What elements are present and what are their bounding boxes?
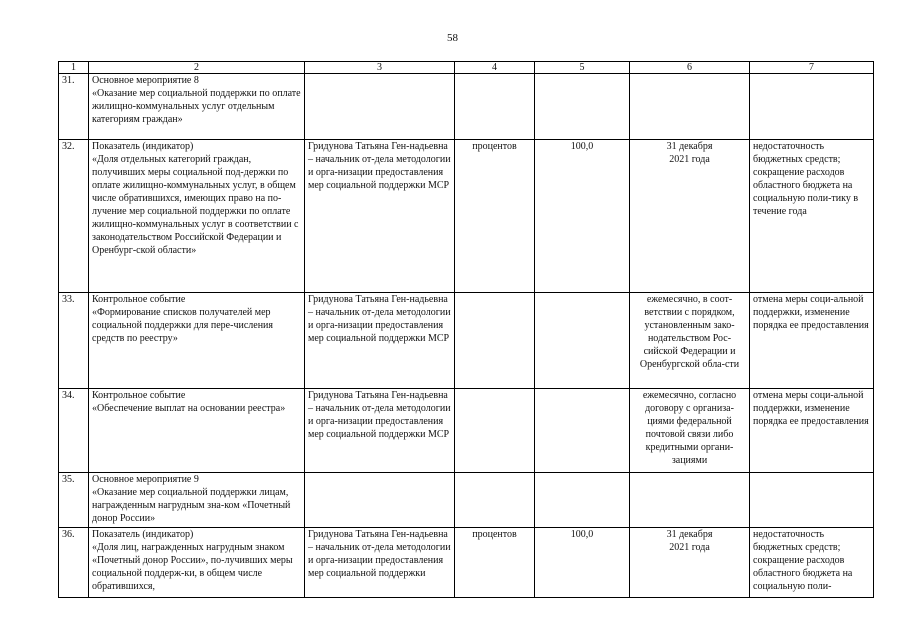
responsible-cell	[305, 473, 455, 528]
value-cell: 100,0	[535, 528, 630, 598]
row-number: 35.	[59, 473, 89, 528]
column-header: 6	[630, 62, 750, 74]
page-number: 58	[447, 32, 458, 44]
row-number: 33.	[59, 293, 89, 389]
value-cell	[535, 473, 630, 528]
risk-cell	[750, 473, 874, 528]
deadline-cell: 31 декабря 2021 года	[630, 528, 750, 598]
row-number: 36.	[59, 528, 89, 598]
value-cell	[535, 389, 630, 473]
table-row	[59, 389, 874, 473]
column-header: 1	[59, 62, 89, 74]
responsible-cell: Гридунова Татьяна Ген-надьевна – начальник от-дела методологии и орга-низации предоставления мер социальной поддержки МСР	[305, 293, 455, 389]
table-row	[59, 140, 874, 293]
deadline-cell: 31 декабря 2021 года	[630, 140, 750, 293]
deadline-cell	[630, 74, 750, 140]
item-name: Основное мероприятие 9 «Оказание мер социальной поддержки лицам, награжденным нагрудным зна-ком «Почетный донор России»	[89, 473, 305, 528]
unit-cell: процентов	[455, 140, 535, 293]
deadline-cell	[630, 473, 750, 528]
risk-cell: недостаточность бюджетных средств; сокращение расходов областного бюджета на социальную поли-	[750, 528, 874, 598]
item-name: Показатель (индикатор) «Доля отдельных категорий граждан, получивших меры социальной под-держки по оплате жилищно-коммунальных услуг, в общем числе обратившихся, имеющих право на по-лучение мер социальной поддержки по оплате жилищно-коммунальных услуг в соответствии с законодательством Российской Федерации и Оренбург-ской области»	[89, 140, 305, 293]
row-number: 32.	[59, 140, 89, 293]
table-row	[59, 473, 874, 528]
unit-cell: процентов	[455, 528, 535, 598]
unit-cell	[455, 473, 535, 528]
value-cell: 100,0	[535, 140, 630, 293]
column-header: 4	[455, 62, 535, 74]
risk-cell: отмена меры соци-альной поддержки, изменение порядка ее предоставления	[750, 293, 874, 389]
item-name: Контрольное событие «Обеспечение выплат на основании реестра»	[89, 389, 305, 473]
item-name: Показатель (индикатор) «Доля лиц, награжденных нагрудным знаком «Почетный донор России», по-лучивших меры социальной поддерж-ки, в общем числе обратившихся,	[89, 528, 305, 598]
measures-table	[58, 61, 874, 598]
unit-cell	[455, 293, 535, 389]
item-name: Основное мероприятие 8 «Оказание мер социальной поддержки по оплате жилищно-коммунальных услуг отдельным категориям граждан»	[89, 74, 305, 140]
table-row	[59, 293, 874, 389]
column-number-row	[59, 62, 874, 74]
unit-cell	[455, 389, 535, 473]
responsible-cell	[305, 74, 455, 140]
row-number: 34.	[59, 389, 89, 473]
value-cell	[535, 293, 630, 389]
table-row	[59, 74, 874, 140]
value-cell	[535, 74, 630, 140]
responsible-cell: Гридунова Татьяна Ген-надьевна – начальник от-дела методологии и орга-низации предоставления мер социальной поддержки МСР	[305, 389, 455, 473]
column-header: 3	[305, 62, 455, 74]
risk-cell: недостаточность бюджетных средств; сокращение расходов областного бюджета на социальную поли-тику в течение года	[750, 140, 874, 293]
row-number: 31.	[59, 74, 89, 140]
risk-cell	[750, 74, 874, 140]
unit-cell	[455, 74, 535, 140]
table-row	[59, 528, 874, 598]
column-header: 5	[535, 62, 630, 74]
deadline-cell: ежемесячно, согласно договору с организа-циями федеральной почтовой связи либо кредитными органи-зациями	[630, 389, 750, 473]
column-header: 7	[750, 62, 874, 74]
column-header: 2	[89, 62, 305, 74]
responsible-cell: Гридунова Татьяна Ген-надьевна – начальник от-дела методологии и орга-низации предоставления мер социальной поддержки МСР	[305, 140, 455, 293]
item-name: Контрольное событие «Формирование списков получателей мер социальной поддержки для пере-числения средств по реестру»	[89, 293, 305, 389]
deadline-cell: ежемесячно, в соот-ветствии с порядком, установленным зако-нодательством Рос-сийской Федерации и Оренбургской обла-сти	[630, 293, 750, 389]
risk-cell: отмена меры соци-альной поддержки, изменение порядка ее предоставления	[750, 389, 874, 473]
responsible-cell: Гридунова Татьяна Ген-надьевна – начальник от-дела методологии и орга-низации предоставления мер социальной поддержки	[305, 528, 455, 598]
